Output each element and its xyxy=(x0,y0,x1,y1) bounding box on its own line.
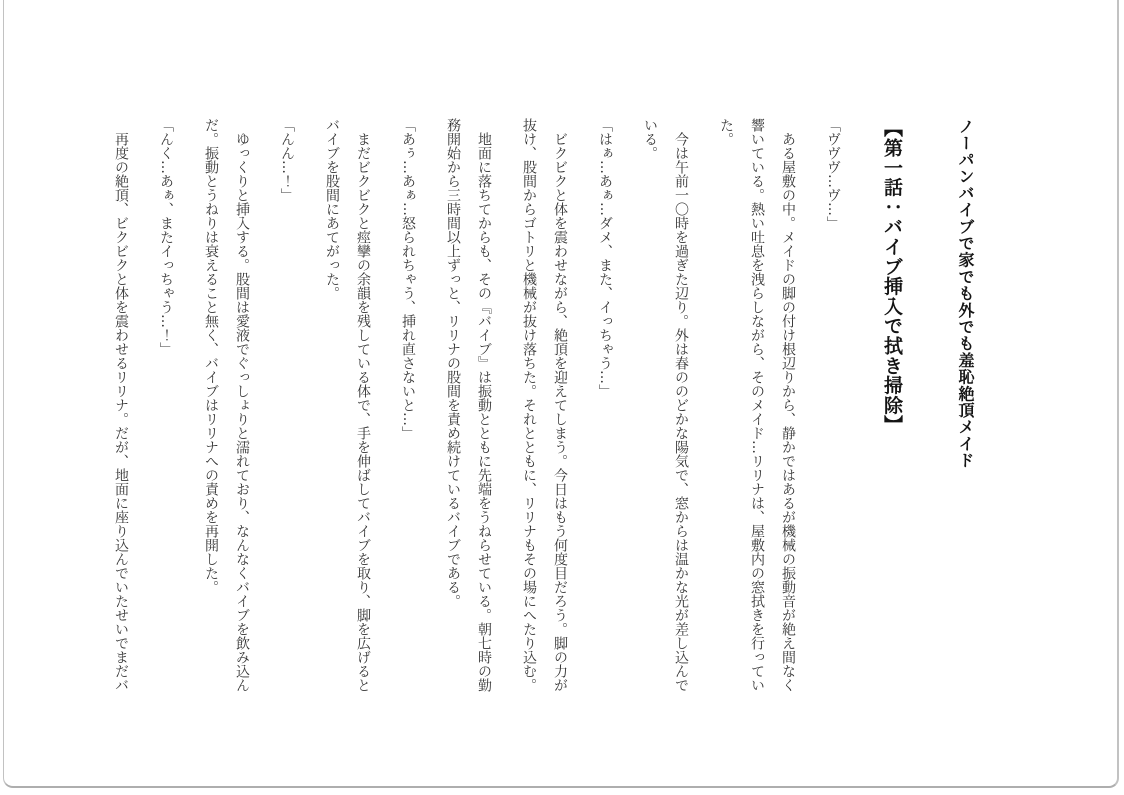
paragraph-narrative: 今は午前一〇時を過ぎた辺り。外は春ののどかな陽気で、窓からは温かな光が差し込んでいる。 xyxy=(642,118,689,692)
paragraph-narrative-truncated: 再度の絶頂、ビクビクと体を震わせるリリナ。だが、地面に座り込んでいたせいでまだバ xyxy=(113,118,129,692)
paragraph-dialogue: 「あぅ…あぁ…怒られちゃう、挿れ直さないと…」 xyxy=(400,118,416,440)
paragraph-dialogue: 「んく…あぁ、またイっちゃう…！」 xyxy=(158,118,174,356)
paragraph-dialogue: 「はぁ…あぁ…ダメ、また、イっちゃう…」 xyxy=(597,118,613,398)
paragraph-narrative: ビクビクと体を震わせながら、絶頂を迎えてしまう。今日はもう何度目だろう。脚の力が抜け、股間からゴトリと機械が抜け落ちた。それとともに、リリナもその場にへたり込む。 xyxy=(521,118,568,692)
paragraph-dialogue: 「んん…！」 xyxy=(279,118,295,202)
paragraph-dialogue: 「ヴヴヴ…ヴ…」 xyxy=(825,118,841,230)
paragraph-narrative: 地面に落ちてからも、その『バイブ』は振動とともに先端をうねらせている。朝七時の勤務開始から三時間以上ずっと、リリナの股間を責め続けているバイブである。 xyxy=(445,118,492,692)
paragraph-narrative: まだビクビクと痙攣の余韻を残している体で、手を伸ばしてバイブを取り、脚を広げるとバイブを股間にあてがった。 xyxy=(324,118,371,692)
document-page xyxy=(3,0,1119,788)
vertical-text-block xyxy=(105,118,982,696)
paragraph-narrative: ある屋敷の中。メイドの脚の付け根辺りから、静かではあるが機械の振動音が絶え間なく響いている。熱い吐息を洩らしながら、そのメイド…リリナは、屋敷内の窓拭きを行っていた。 xyxy=(718,118,796,692)
story-title: ノーパンバイブで家でも外でも羞恥絶頂メイド xyxy=(956,118,975,469)
chapter-heading: 【第一話：バイブ挿入で拭き掃除】 xyxy=(881,118,903,435)
paragraph-narrative: ゆっくりと挿入する。股間は愛液でぐっしょりと濡れており、なんなくバイブを飲み込んだ。振動とうねりは衰えること無く、バイブはリリナへの責めを再開した。 xyxy=(203,118,250,692)
